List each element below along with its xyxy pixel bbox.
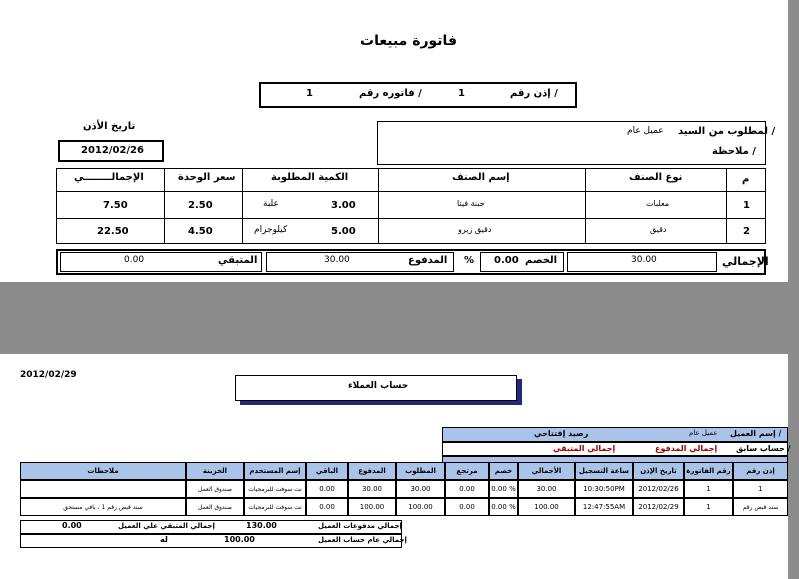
cell-discount [489, 498, 518, 516]
total-label: الإجمالي [722, 255, 769, 268]
col-header-date: تاريخ الإذن [633, 462, 684, 480]
header-num: م [742, 174, 750, 185]
balance-label: إجمالي عام حساب العميل [318, 536, 407, 544]
paid-label: المدفوع [408, 255, 448, 266]
cell-voucher: 1 [733, 480, 788, 498]
cell-notes [20, 480, 186, 498]
table-row-divider [56, 191, 766, 192]
customer-label: لمطلوب من السيد / [678, 126, 776, 137]
statement-page [0, 354, 791, 579]
statement-date: 2012/02/29 [20, 370, 77, 380]
cell-required: 100.00 [396, 498, 445, 516]
row-type: معلبات [646, 199, 670, 208]
cell-voucher: سند قبض رقم [733, 498, 788, 516]
col-header-invoice: رقم الفاتورة [684, 462, 733, 480]
col-header-remaining: الباقي [306, 462, 348, 480]
invoice-title: فاتورة مبيعات [360, 33, 457, 49]
cell-treasury: صندوق العمل [186, 498, 244, 516]
table-divider [242, 168, 243, 244]
cell-remaining: 0.00 [306, 498, 348, 516]
balance-suffix: له [160, 535, 168, 544]
row-qty: 5.00 [331, 226, 356, 237]
cell-time: 10:30:50PM [575, 480, 633, 498]
header-qty: الكمية المطلوبة [271, 172, 349, 183]
col-header-total: الأجمالي [518, 462, 575, 480]
cell-treasury: صندوق العمل [186, 480, 244, 498]
cell-returned: 0.00 [445, 480, 489, 498]
total-value: 30.00 [631, 255, 657, 265]
balance-value: 100.00 [224, 535, 255, 544]
invoice-number-label: فاتوره رقم / [359, 88, 422, 99]
col-header-treasury: الخزينة [186, 462, 244, 480]
note-label: ملاحظة / [712, 146, 756, 157]
col-header-notes: ملاحظات [20, 462, 186, 480]
col-header-discount: خصم [489, 462, 518, 480]
table-row-divider [56, 218, 766, 219]
cell-user: نت سوفت للبرمجيات [244, 498, 306, 516]
row-unit: كيلوجرام [254, 225, 288, 235]
percent-sign: % [509, 503, 516, 511]
row-num: 1 [743, 200, 750, 211]
discount-label: الخصم [525, 255, 558, 266]
header-type: نوع الصنف [629, 172, 683, 183]
remaining-label: المتبقي [218, 255, 258, 266]
discount-value: 0.00 [491, 503, 507, 511]
row-total: 7.50 [103, 200, 128, 211]
row-unit: علبة [263, 199, 279, 209]
cell-time: 12:47:55AM [575, 498, 633, 516]
cell-date: 2012/02/26 [633, 480, 684, 498]
col-header-time: ساعة التسجيل [575, 462, 633, 480]
voucher-number-label: إذن رقم / [510, 88, 558, 99]
payments-total-label: إجمالي مدفوعات العميل [318, 522, 402, 530]
col-header-paid: المدفوع [348, 462, 396, 480]
discount-value: 0.00 [491, 485, 507, 493]
payments-total-value: 130.00 [246, 521, 277, 530]
remaining-value: 0.00 [124, 255, 145, 265]
row-type: دقيق [650, 225, 667, 234]
table-divider [585, 168, 586, 244]
row-name: دقيق زيرو [458, 225, 492, 234]
cell-paid: 30.00 [348, 480, 396, 498]
cell-returned: 0.00 [445, 498, 489, 516]
percent-sign: % [509, 485, 516, 493]
row-total: 22.50 [97, 226, 129, 237]
row-qty: 3.00 [331, 200, 356, 211]
paid-total-label: إجمالي المدفوع [655, 444, 718, 453]
customer-remaining-value: 0.00 [62, 521, 82, 530]
cell-date: 2012/02/29 [633, 498, 684, 516]
cell-invoice: 1 [684, 480, 733, 498]
date-label: تاريخ الأذن [83, 121, 136, 132]
header-unit-price: سعر الوحدة [178, 172, 236, 183]
voucher-number: 1 [458, 88, 465, 99]
col-header-required: المطلوب [396, 462, 445, 480]
row-price: 2.50 [188, 200, 213, 211]
cell-total: 100.00 [518, 498, 575, 516]
cell-user: نت سوفت للبرمجيات [244, 480, 306, 498]
paid-value: 30.00 [324, 255, 350, 265]
customer-label: إسم العميل / [730, 429, 782, 438]
header-total: الإجمالــــــــي [74, 172, 144, 183]
cell-total: 30.00 [518, 480, 575, 498]
cell-notes: سند قبض رقم 1 ، باقي مستحق [20, 498, 186, 516]
col-header-user: إسم المستخدم [244, 462, 306, 480]
remaining-total-label: إجمالي المتبقي [553, 444, 616, 453]
opening-balance-label: رصيد إفتتاحي [534, 429, 589, 438]
row-price: 4.50 [188, 226, 213, 237]
table-divider [164, 168, 165, 244]
col-header-returned: مرتجع [445, 462, 489, 480]
invoice-page [0, 0, 788, 282]
invoice-date: 2012/02/26 [81, 145, 144, 156]
percent-sign: % [464, 255, 475, 266]
col-header-voucher: إذن رقم [733, 462, 788, 480]
table-divider [726, 168, 727, 244]
cell-paid: 100.00 [348, 498, 396, 516]
invoice-number: 1 [306, 88, 313, 99]
header-name: إسم الصنف [452, 172, 510, 183]
table-divider [378, 168, 379, 244]
row-name: جبنة فيتا [457, 199, 485, 208]
customer-name: عميل عام [689, 429, 718, 437]
statement-title: حساب العملاء [348, 381, 409, 391]
cell-remaining: 0.00 [306, 480, 348, 498]
cell-invoice: 1 [684, 498, 733, 516]
cell-required: 30.00 [396, 480, 445, 498]
discount-value: 0.00 [494, 255, 519, 266]
customer-name: عميل عام [627, 126, 664, 136]
cell-discount [489, 480, 518, 498]
previous-account-label: حساب سابق / [736, 444, 791, 453]
row-num: 2 [743, 226, 750, 237]
customer-remaining-label: إجمالي المتبقي علي العميل [118, 522, 215, 530]
